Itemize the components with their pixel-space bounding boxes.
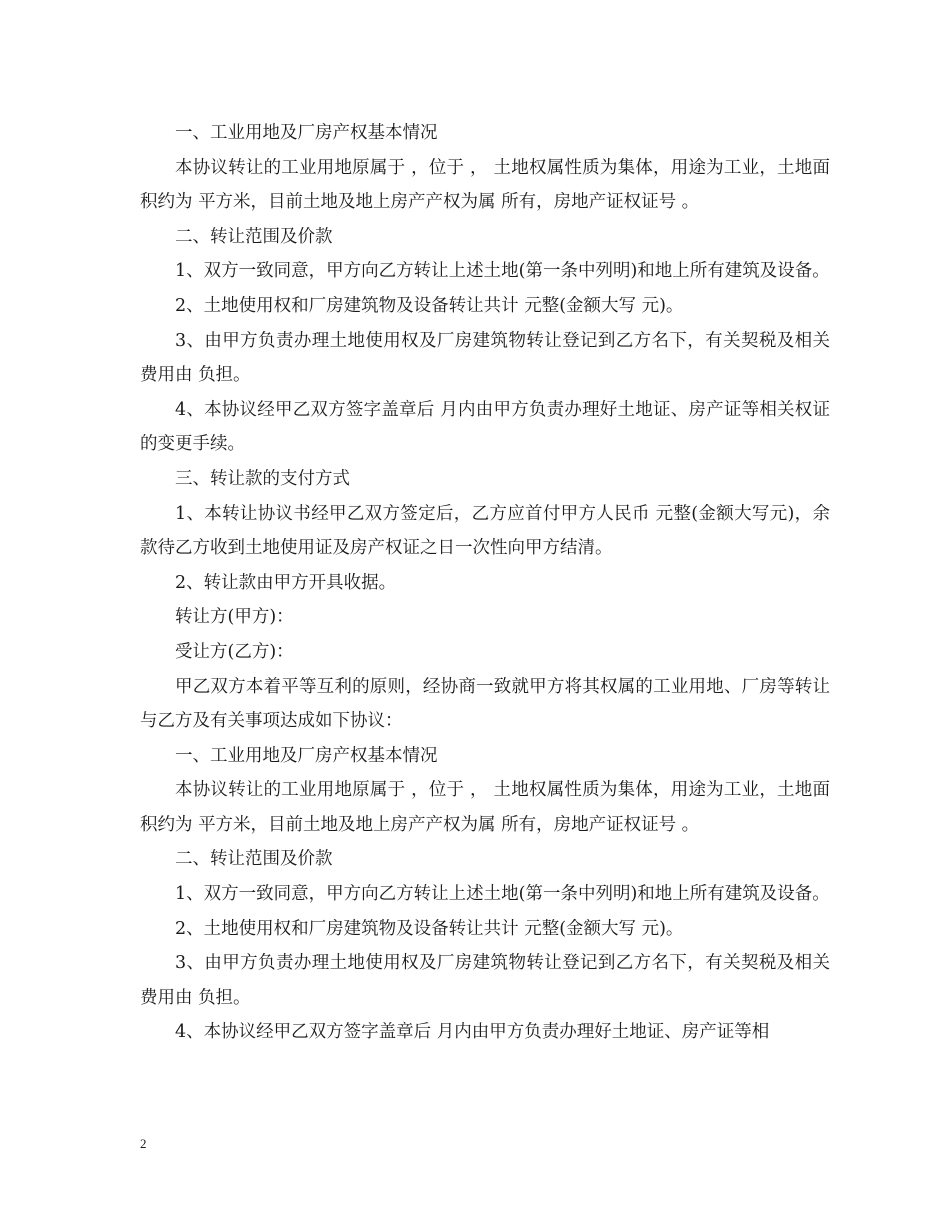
clause: 4、本协议经甲乙双方签字盖章后 月内由甲方负责办理好土地证、房产证等相	[175, 1022, 770, 1043]
clause: 3、由甲方负责办理土地使用权及厂房建筑物转让登记到乙方名下，有关契税及相关费用由 负担。	[140, 330, 830, 386]
transferee-line: 受让方(乙方)：	[175, 641, 294, 662]
clause: 4、本协议经甲乙双方签字盖章后 月内由甲方负责办理好土地证、房产证等相关权证的变更手续。	[140, 399, 830, 455]
section-heading: 一、工业用地及厂房产权基本情况	[175, 745, 438, 766]
document-body	[140, 116, 830, 1050]
section-heading: 二、转让范围及价款	[175, 849, 333, 870]
clause: 1、双方一致同意，甲方向乙方转让上述土地(第一条中列明)和地上所有建筑及设备。	[175, 884, 830, 905]
paragraph: 甲乙双方本着平等互利的原则，经协商一致就甲方将其权属的工业用地、厂房等转让与乙方及有关事项达成如下协议：	[140, 676, 830, 732]
section-heading: 三、转让款的支付方式	[175, 468, 350, 489]
clause: 2、转让款由甲方开具收据。	[175, 572, 397, 593]
clause: 2、土地使用权和厂房建筑物及设备转让共计 元整(金额大写 元)。	[175, 295, 684, 316]
section-heading: 二、转让范围及价款	[175, 226, 333, 247]
clause: 3、由甲方负责办理土地使用权及厂房建筑物转让登记到乙方名下，有关契税及相关费用由 负担。	[140, 953, 830, 1008]
paragraph: 本协议转让的工业用地原属于 ，位于 ， 土地权属性质为集体，用途为工业，土地面积约为 平方米，目前土地及地上房产产权为属 所有，房地产证权证号 。	[140, 780, 830, 835]
clause: 1、本转让协议书经甲乙双方签定后，乙方应首付甲方人民币 元整(金额大写元)，余款待乙方收到土地使用证及房产权证之日一次性向甲方结清。	[140, 503, 830, 559]
clause: 1、双方一致同意，甲方向乙方转让上述土地(第一条中列明)和地上所有建筑及设备。	[175, 261, 830, 282]
transferor-line: 转让方(甲方)：	[175, 607, 294, 628]
page-number: 2	[140, 1136, 147, 1151]
clause: 2、土地使用权和厂房建筑物及设备转让共计 元整(金额大写 元)。	[175, 918, 684, 939]
paragraph: 本协议转让的工业用地原属于 ，位于 ， 土地权属性质为集体，用途为工业，土地面积约为 平方米，目前土地及地上房产产权为属 所有，房地产证权证号 。	[140, 157, 830, 213]
section-heading: 一、工业用地及厂房产权基本情况	[175, 123, 438, 143]
